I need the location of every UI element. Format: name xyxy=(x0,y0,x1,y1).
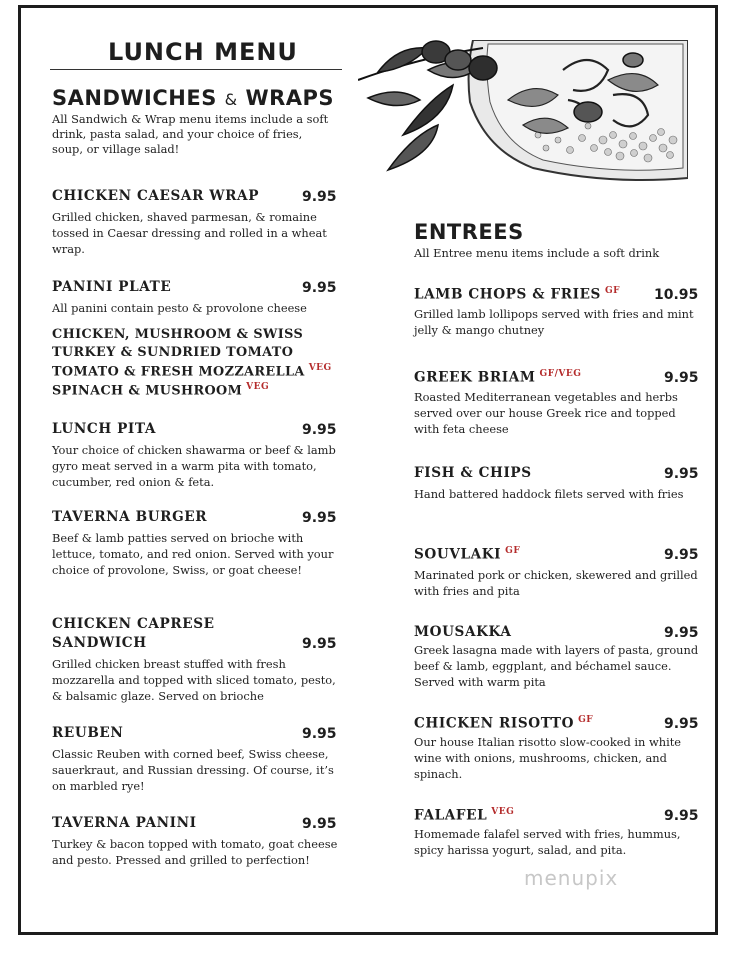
item-name: MOUSAKKA xyxy=(414,624,512,640)
panini-option: TOMATO & FRESH MOZZARELLA $^{VEG}$ xyxy=(52,363,332,380)
item-description: Grilled lamb lollipops served with fries and mint jelly & mango chutney xyxy=(414,307,694,337)
item-price: 9.95 xyxy=(302,280,337,296)
item-price: 9.95 xyxy=(664,466,699,482)
veg-tag: VEG xyxy=(491,807,515,817)
item-name: TAVERNA PANINI xyxy=(52,815,197,831)
item-name: CHICKEN CAPRESE xyxy=(52,616,215,632)
entrees-intro: All Entree menu items include a soft drink xyxy=(414,246,660,260)
item-description: All panini contain pesto & provolone cheese xyxy=(52,301,307,315)
item-name: TAVERNA BURGER xyxy=(52,509,208,525)
menu-title: LUNCH MENU xyxy=(108,38,298,66)
item-price: 9.95 xyxy=(302,189,337,205)
item-description: Beef & lamb patties served on brioche with lettuce, tomato, and red onion. Served with your choice of provolone, Swiss, or goat cheese! xyxy=(52,531,334,577)
item-name: GREEK BRIAM $^{GF/VEG}$ xyxy=(414,369,582,386)
item-price: 10.95 xyxy=(654,287,699,303)
item-price: 9.95 xyxy=(302,510,337,526)
item-price: 9.95 xyxy=(664,547,699,563)
item-description: Marinated pork or chicken, skewered and grilled with fries and pita xyxy=(414,568,698,598)
item-name: SOUVLAKI $^{GF}$ xyxy=(414,546,521,563)
panini-option: CHICKEN, MUSHROOM & SWISS xyxy=(52,327,304,342)
sandwiches-heading: SANDWICHES & WRAPS xyxy=(52,86,335,110)
veg-tag: VEG xyxy=(246,382,270,392)
item-description: Turkey & bacon topped with tomato, goat cheese and pesto. Pressed and grilled to perfection! xyxy=(52,837,338,867)
veg-tag: VEG xyxy=(308,363,332,373)
item-price: 9.95 xyxy=(664,808,699,824)
item-name: LUNCH PITA xyxy=(52,421,156,437)
panini-option: TURKEY & SUNDRIED TOMATO xyxy=(52,345,294,360)
item-description: Greek lasagna made with layers of pasta, ground beef & lamb, eggplant, and béchamel sauce. Served with warm pita xyxy=(414,643,699,689)
item-price: 9.95 xyxy=(302,636,337,652)
item-description: Grilled chicken breast stuffed with fresh mozzarella and topped with sliced tomato, pesto, & balsamic glaze. Served on brioche xyxy=(52,657,336,703)
item-description: Grilled chicken, shaved parmesan, & romaine tossed in Caesar dressing and rolled in a wheat wrap. xyxy=(52,210,327,256)
entrees-heading: ENTREES xyxy=(414,220,524,244)
item-description: Your choice of chicken shawarma or beef & lamb gyro meat served in a warm pita with tomato, cucumber, red onion & feta. xyxy=(52,443,336,489)
item-description: Homemade falafel served with fries, hummus, spicy harissa yogurt, salad, and pita. xyxy=(414,827,681,857)
item-name: FALAFEL $^{VEG}$ xyxy=(414,807,515,824)
item-description: Hand battered haddock filets served with fries xyxy=(414,487,684,501)
item-name: LAMB CHOPS & FRIES $^{GF}$ xyxy=(414,286,621,303)
gf-tag: GF xyxy=(604,286,621,296)
item-name: SANDWICH xyxy=(52,635,147,651)
item-name: FISH & CHIPS xyxy=(414,465,532,481)
item-description: Our house Italian risotto slow-cooked in white wine with onions, mushrooms, chicken, and spinach. xyxy=(414,735,682,781)
menupix-watermark: menupix xyxy=(524,866,619,890)
title-divider xyxy=(50,69,342,70)
item-price: 9.95 xyxy=(302,816,337,832)
item-name: REUBEN xyxy=(52,725,124,741)
gf-tag: GF xyxy=(505,546,521,556)
food-plate-illustration xyxy=(358,40,688,182)
item-description: Roasted Mediterranean vegetables and herbs served over our house Greek rice and topped with feta cheese xyxy=(414,390,678,436)
item-price: 9.95 xyxy=(664,716,699,732)
item-price: 9.95 xyxy=(302,726,337,742)
sandwiches-intro: All Sandwich & Wrap menu items include a soft drink, pasta salad, and your choice of fries, soup, or village salad! xyxy=(52,112,329,156)
gf-veg-tag: GF/VEG xyxy=(539,369,582,379)
item-price: 9.95 xyxy=(664,625,699,641)
panini-option: SPINACH & MUSHROOM $^{VEG}$ xyxy=(52,382,270,399)
item-price: 9.95 xyxy=(302,422,337,438)
item-price: 9.95 xyxy=(664,370,699,386)
item-name: CHICKEN CAESAR WRAP xyxy=(52,188,260,204)
item-description: Classic Reuben with corned beef, Swiss cheese, sauerkraut, and Russian dressing. Of course, it’s on marbled rye! xyxy=(52,747,334,793)
gf-tag: GF xyxy=(578,715,594,725)
item-name: PANINI PLATE xyxy=(52,279,172,295)
item-name: CHICKEN RISOTTO $^{GF}$ xyxy=(414,715,594,732)
